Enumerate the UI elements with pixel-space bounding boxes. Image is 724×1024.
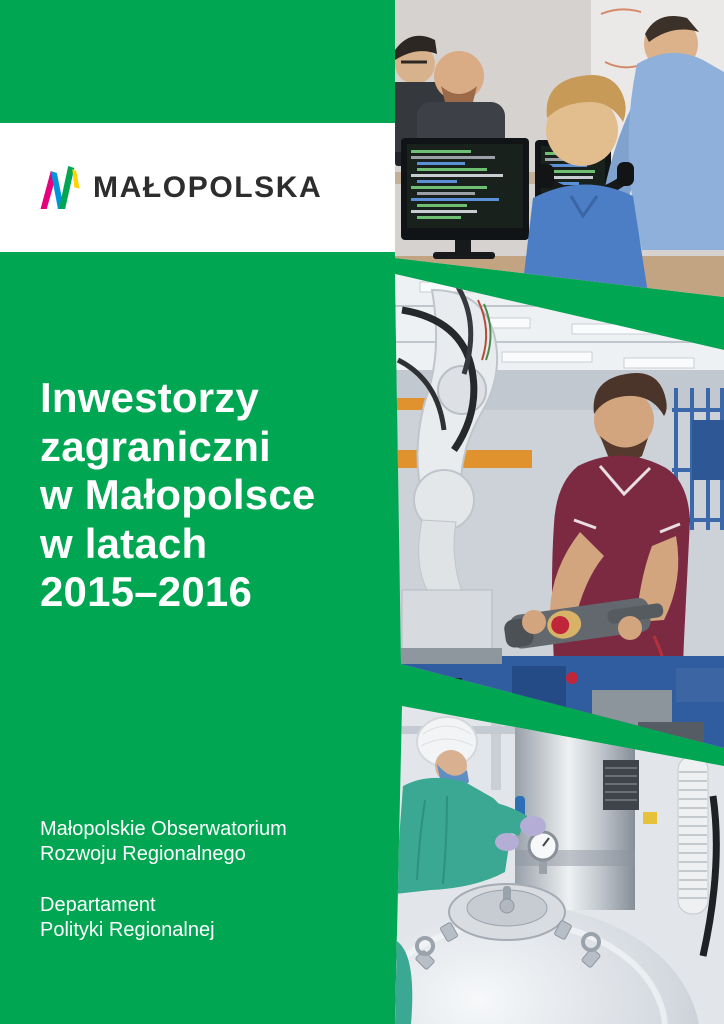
organization-name [40,817,287,867]
logo-band [0,123,396,252]
logo-peak-yellow [72,169,79,188]
logo-peak-green [59,166,74,209]
department-line-2: Polityki Regionalnej [40,919,215,941]
malopolska-logo [40,166,322,209]
title-line-1: Inwestorzy [40,374,260,421]
photo-robotics-factory [392,270,724,750]
glove [520,816,546,836]
glove [495,833,519,851]
photo-robotics-illustration [392,270,724,750]
report-title [40,374,315,617]
vent-grille [603,760,639,810]
department-line-1: Departament [40,894,156,916]
malopolska-logo-mark [40,166,80,209]
photo-it-office [395,0,724,300]
malopolska-logo-text: MAŁOPOLSKA [93,170,323,204]
publisher-block [40,817,287,943]
title-line-2: zagraniczni [40,422,271,470]
photo-it-office-illustration [395,0,724,300]
warning-label [643,812,657,824]
photo-pharma-lab [395,700,724,1024]
organization-line-2: Rozwoju Regionalnego [40,843,246,865]
organization-line-1: Małopolskie Obserwatorium [40,818,287,840]
department-name [40,893,287,943]
title-line-4: w latach [40,519,208,567]
photo-pharma-illustration [395,700,724,1024]
corrugated-hose [678,756,708,914]
title-line-3: w Małopolsce [40,471,316,518]
title-line-5: 2015–2016 [40,568,253,615]
